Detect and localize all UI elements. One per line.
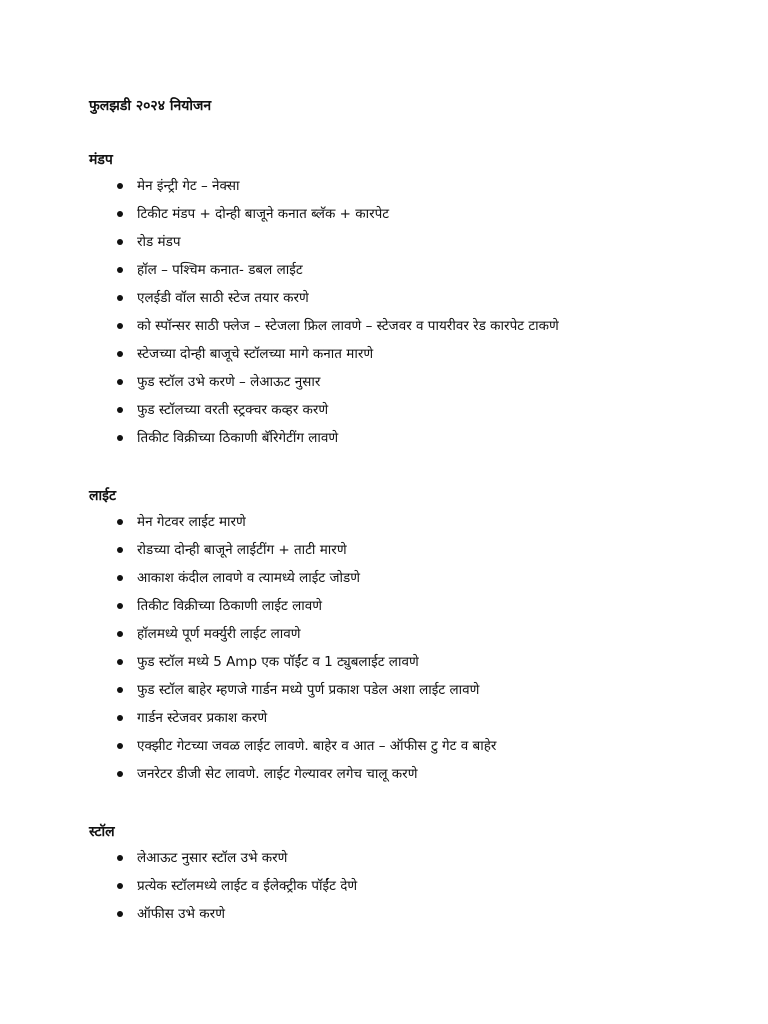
bullet-icon: [117, 715, 123, 721]
list-item-text: लेआऊट नुसार स्टॉल उभे करणे: [137, 850, 288, 866]
section-mandap: [89, 150, 729, 456]
bullet-icon: [117, 323, 123, 329]
list-item: [89, 316, 729, 344]
list-item-text: हॉलमध्ये पूर्ण मर्क्युरी लाईट लावणे: [137, 626, 301, 642]
list-item: [89, 176, 729, 204]
bullet-icon: [117, 211, 123, 217]
bullet-icon: [117, 883, 123, 889]
bullet-list: [89, 512, 729, 792]
list-item: [89, 848, 729, 876]
list-item-text: ऑफीस उभे करणे: [137, 906, 225, 922]
bullet-icon: [117, 743, 123, 749]
bullet-icon: [117, 519, 123, 525]
bullet-icon: [117, 183, 123, 189]
section-heading: स्टॉल: [89, 824, 115, 840]
list-item-text: हॉल – पश्चिम कनात- डबल लाईट: [137, 262, 303, 278]
list-item-text: फुड स्टॉलच्या वरती स्ट्रक्चर कव्हर करणे: [137, 402, 329, 418]
list-item: [89, 344, 729, 372]
list-item-text: रोडच्या दोन्ही बाजूने लाईटींग + ताटी मारणे: [137, 542, 347, 558]
bullet-icon: [117, 435, 123, 441]
list-item: [89, 708, 729, 736]
list-item: [89, 512, 729, 540]
list-item-text: फुड स्टॉल उभे करणे – लेआऊट नुसार: [137, 374, 321, 390]
list-item: [89, 652, 729, 680]
bullet-icon: [117, 379, 123, 385]
bullet-icon: [117, 575, 123, 581]
list-item-text: रोड मंडप: [137, 234, 181, 250]
bullet-icon: [117, 631, 123, 637]
list-item: [89, 232, 729, 260]
list-item: [89, 288, 729, 316]
list-item: [89, 568, 729, 596]
list-item: [89, 736, 729, 764]
list-item-text: तिकीट विक्रीच्या ठिकाणी बॅरिगेटींग लावणे: [137, 430, 339, 446]
list-item-text: आकाश कंदील लावणे व त्यामध्ये लाईट जोडणे: [137, 570, 360, 586]
section-heading: लाईट: [89, 488, 117, 504]
list-item: [89, 372, 729, 400]
list-item-text: तिकीट विक्रीच्या ठिकाणी लाईट लावणे: [137, 598, 323, 614]
bullet-list: [89, 176, 729, 456]
list-item: [89, 624, 729, 652]
list-item: [89, 596, 729, 624]
bullet-icon: [117, 267, 123, 273]
list-item-text: फुड स्टॉल बाहेर म्हणजे गार्डन मध्ये पुर्ण प्रकाश पडेल अशा लाईट लावणे: [137, 682, 480, 698]
list-item-text: प्रत्येक स्टॉलमध्ये लाईट व ईलेक्ट्रीक पॉईंट देणे: [137, 878, 358, 894]
bullet-icon: [117, 547, 123, 553]
list-item: [89, 540, 729, 568]
section-heading: मंडप: [89, 152, 113, 168]
list-item-text: गार्डन स्टेजवर प्रकाश करणे: [137, 710, 268, 726]
bullet-icon: [117, 659, 123, 665]
list-item-text: फुड स्टॉल मध्ये 5 Amp एक पॉईंट व 1 ट्युबलाईट लावणे: [137, 654, 419, 670]
section-stall: [89, 822, 729, 932]
bullet-icon: [117, 295, 123, 301]
list-item: [89, 400, 729, 428]
list-item-text: को स्पॉन्सर साठी फ्लेज – स्टेजला फ्रिल लावणे – स्टेजवर व पायरीवर रेड कारपेट टाकणे: [137, 318, 559, 334]
list-item-text: मेन इंन्ट्री गेट – नेक्सा: [137, 178, 240, 194]
list-item: [89, 204, 729, 232]
bullet-list: [89, 848, 729, 932]
bullet-icon: [117, 603, 123, 609]
list-item: [89, 260, 729, 288]
list-item-text: एलईडी वॉल साठी स्टेज तयार करणे: [137, 290, 309, 306]
bullet-icon: [117, 239, 123, 245]
document-title: फुलझडी २०२४ नियोजन: [89, 98, 212, 114]
list-item: [89, 428, 729, 456]
bullet-icon: [117, 407, 123, 413]
list-item: [89, 904, 729, 932]
list-item-text: टिकीट मंडप + दोन्ही बाजूने कनात ब्लॅक + कारपेट: [137, 206, 390, 222]
list-item-text: मेन गेटवर लाईट मारणे: [137, 514, 246, 530]
list-item: [89, 680, 729, 708]
list-item: [89, 764, 729, 792]
list-item-text: स्टेजच्या दोन्ही बाजूचे स्टॉलच्या मागे कनात मारणे: [137, 346, 374, 362]
bullet-icon: [117, 771, 123, 777]
section-light: [89, 486, 729, 792]
bullet-icon: [117, 911, 123, 917]
bullet-icon: [117, 855, 123, 861]
list-item-text: जनरेटर डीजी सेट लावणे. लाईट गेल्यावर लगेच चालू करणे: [137, 766, 418, 782]
list-item-text: एक्झीट गेटच्या जवळ लाईट लावणे. बाहेर व आत – ऑफीस टु गेट व बाहेर: [137, 738, 497, 754]
bullet-icon: [117, 351, 123, 357]
bullet-icon: [117, 687, 123, 693]
list-item: [89, 876, 729, 904]
